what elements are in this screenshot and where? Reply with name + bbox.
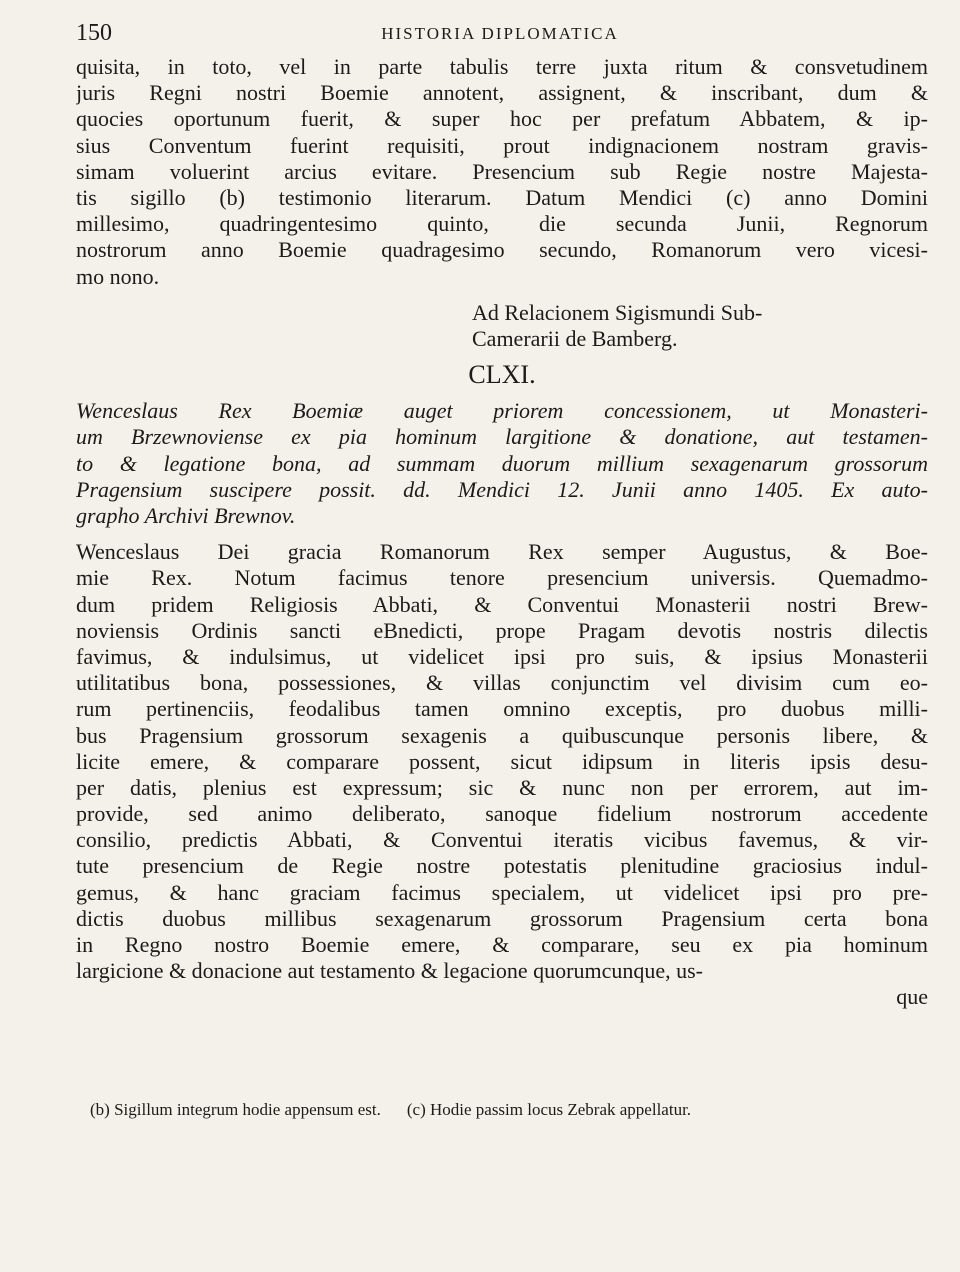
running-title: HISTORIA DIPLOMATICA (381, 24, 619, 43)
text-line: tis sigillo (b) testimonio literarum. Datum Mendici (c) anno Domini (76, 184, 928, 210)
text-line: CLXI. (468, 362, 536, 389)
text-line: Ad Relacionem Sigismundi Sub- (472, 299, 763, 325)
text-line: juris Regni nostri Boemie annotent, assignent, & inscribant, dum & (76, 80, 928, 106)
catchword: que (896, 984, 928, 1010)
text-line: consilio, predictis Abbati, & Conventui iteratis vicibus favemus, & vir- (76, 827, 928, 853)
text-line: favimus, & indulsimus, ut videlicet ipsi pro suis, & ipsius Monasterii (76, 643, 928, 669)
text-line: to & legatione bona, ad summam duorum millium sexagenarum grossorum (76, 450, 928, 476)
text-line: rum pertinenciis, feodalibus tamen omnino exceptis, pro duobus milli- (76, 696, 928, 722)
text-line: tute presencium de Regie nostre potestatis plenitudine graciosius indul- (76, 853, 928, 879)
text-line: quocies oportunum fuerit, & super hoc per prefatum Abbatem, & ip- (76, 106, 928, 132)
text-line: Camerarii de Bamberg. (472, 325, 678, 351)
text-line: dum pridem Religiosis Abbati, & Conventui Monasterii nostri Brew- (76, 591, 928, 617)
text-line: in Regno nostro Boemie emere, & comparare, seu ex pia hominum (76, 932, 928, 957)
text-line: mie Rex. Notum facimus tenore presencium universis. Quemadmo- (76, 565, 928, 591)
text-line: dictis duobus millibus sexagenarum grossorum Pragensium certa bona (76, 905, 928, 931)
text-line: nostrorum anno Boemie quadragesimo secundo, Romanorum vero vicesi- (76, 237, 928, 263)
footnote: (c) Hodie passim locus Zebrak appellatur. (406, 1100, 692, 1119)
text-line: Wenceslaus Rex Boemiæ auget priorem concessionem, ut Monasteri- (76, 398, 928, 424)
document-number (76, 362, 928, 388)
text-line: gemus, & hanc graciam facimus specialem, ut videlicet ipsi pro pre- (76, 879, 928, 905)
page-number: 150 (76, 20, 112, 46)
text-line: quisita, in toto, vel in parte tabulis terre juxta ritum & consvetudinem (76, 54, 928, 79)
text-line: per datis, plenius est expressum; sic & nunc non per errorem, aut im- (76, 774, 928, 800)
page-header (76, 20, 924, 50)
paragraph-gap (76, 352, 928, 362)
text-line: grapho Archivi Brewnov. (76, 503, 296, 528)
paragraph-gap (76, 388, 928, 398)
paragraph (76, 539, 928, 984)
paragraph-gap (76, 290, 928, 300)
paragraph (76, 54, 928, 290)
text-line: Wenceslaus Dei gracia Romanorum Rex semper Augustus, & Boe- (76, 539, 928, 565)
signature-block (472, 300, 928, 352)
page-body (76, 54, 928, 1011)
text-line: um Brzewnoviense ex pia hominum largitione & donatione, aut testamen- (76, 424, 928, 450)
text-line: provide, sed animo deliberato, sanoque fidelium nostrorum accedente (76, 801, 928, 827)
text-line: licite emere, & comparare possent, sicut idipsum in literis ipsis desu- (76, 748, 928, 774)
text-line: noviensis Ordinis sancti eBnedicti, prope Pragam devotis nostris dilectis (76, 617, 928, 643)
paragraph (76, 398, 928, 529)
text-line: Pragensium suscipere possit. dd. Mendici 12. Junii anno 1405. Ex auto- (76, 476, 928, 502)
footnote: (b) Sigillum integrum hodie appensum est. (90, 1100, 381, 1119)
text-line: utilitatibus bona, possessiones, & villas conjunctim vel divisim cum eo- (76, 670, 928, 696)
text-line: simam voluerint arcius evitare. Presencium sub Regie nostre Majesta- (76, 158, 928, 184)
text-line: bus Pragensium grossorum sexagenis a quibuscunque personis libere, & (76, 722, 928, 748)
text-line: mo nono. (76, 263, 160, 289)
footnotes (90, 1100, 930, 1120)
paragraph-gap (76, 529, 928, 539)
text-line: sius Conventum fuerint requisiti, prout indignacionem nostram gravis- (76, 132, 928, 158)
text-line: largicione & donacione aut testamento & legacione quorumcunque, us- (76, 958, 704, 984)
text-line: millesimo, quadringentesimo quinto, die secunda Junii, Regnorum (76, 211, 928, 237)
